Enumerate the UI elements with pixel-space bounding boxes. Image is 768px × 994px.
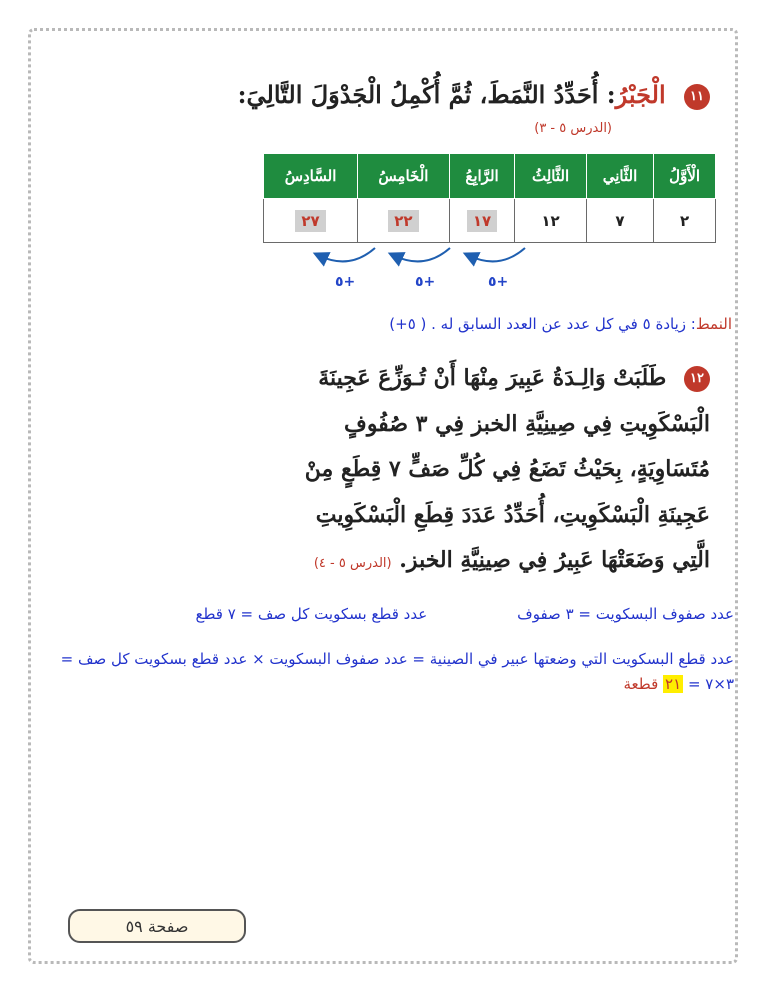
table-header: السَّادِسُ xyxy=(264,154,358,199)
answer-cell: ٢٧ xyxy=(295,210,325,232)
curved-arrow-icons xyxy=(290,244,550,274)
pattern-rule xyxy=(389,315,732,333)
lesson-reference: (الدرس ٥ - ٤) xyxy=(313,556,392,571)
problem-number-badge: ١٢ xyxy=(684,366,710,392)
table-cell xyxy=(449,199,515,243)
table-header: الرَّابِعُ xyxy=(449,154,515,199)
answer-cell: ٢٢ xyxy=(388,210,418,232)
arrow-label: ٥+ xyxy=(415,274,436,290)
table-cell: ٢ xyxy=(654,199,716,243)
table-cell: ٧ xyxy=(586,199,653,243)
table-cell xyxy=(358,199,450,243)
solution-calculation xyxy=(34,647,734,697)
table-header: الثَّالِثُ xyxy=(515,154,586,199)
solution-given xyxy=(34,605,734,623)
solution-per-row: عدد قطع بسكويت كل صف = ٧ قطع xyxy=(195,605,428,623)
arrow-label: ٥+ xyxy=(488,274,509,290)
problem-text-line: الَّتِي وَضَعَتْهَا عَبِيرُ فِي صِينِيَّةِ الخبز. xyxy=(399,547,710,573)
problem-instruction: : أُحَدِّدُ النَّمَطَ، ثُمَّ أُكْمِلُ الْجَدْوَلَ التَّالِيَ: xyxy=(237,80,616,109)
problem-number-badge: ١١ xyxy=(684,84,710,110)
topic-label: الْجَبْرُ xyxy=(615,80,666,109)
table-row xyxy=(264,199,716,243)
lesson-reference: (الدرس ٥ - ٣) xyxy=(534,121,612,136)
curved-arrow-icon xyxy=(470,248,525,261)
solution-rows: عدد صفوف البسكويت = ٣ صفوف xyxy=(517,605,734,623)
table-cell: ١٢ xyxy=(515,199,586,243)
pattern-table xyxy=(263,153,716,243)
problem-text-line: مُتَسَاوِيَةٍ، بِحَيْثُ تَضَعُ فِي كُلِّ صَفٍّ ٧ قِطَعٍ مِنْ xyxy=(304,456,710,482)
problem-12 xyxy=(240,356,710,587)
curved-arrow-icon xyxy=(395,248,450,261)
page-number-label: صفحة ٥٩ xyxy=(68,909,246,943)
table-header: الْأَوَّلُ xyxy=(654,154,716,199)
solution-unit: قطعة xyxy=(623,675,659,693)
table-cell xyxy=(264,199,358,243)
solution-equation: عدد قطع البسكويت التي وضعتها عبير في الصينية = عدد صفوف البسكويت × عدد قطع بسكويت كل صف = ٣×٧ = xyxy=(60,650,734,693)
rule-text: : زيادة ٥ في كل عدد عن العدد السابق له . ( ٥+) xyxy=(389,315,696,333)
curved-arrow-icon xyxy=(320,248,375,261)
pattern-arrows xyxy=(290,244,550,298)
problem-text-line: الْبَسْكَوِيتِ فِي صِينِيَّةِ الخبز فِي ٣ صُفُوفٍ xyxy=(344,410,710,437)
problem-11 xyxy=(110,80,710,110)
table-header: الْخَامِسُ xyxy=(358,154,450,199)
problem-text-line: عَجِينَةِ الْبَسْكَوِيتِ، أُحَدِّدُ عَدَدَ قِطَعِ الْبَسْكَوِيتِ xyxy=(315,501,710,528)
table-header: الثَّانِي xyxy=(586,154,653,199)
arrow-label: ٥+ xyxy=(335,274,356,290)
solution-answer: ٢١ xyxy=(665,675,682,693)
table-header-row xyxy=(264,154,716,199)
answer-cell: ١٧ xyxy=(467,210,497,232)
rule-label: النمط xyxy=(695,315,732,333)
problem-text-line: طَلَبَتْ وَالِـدَةُ عَبِيرَ مِنْهَا أَنْ تُـوَزِّعَ عَجِينَةَ xyxy=(318,365,667,391)
